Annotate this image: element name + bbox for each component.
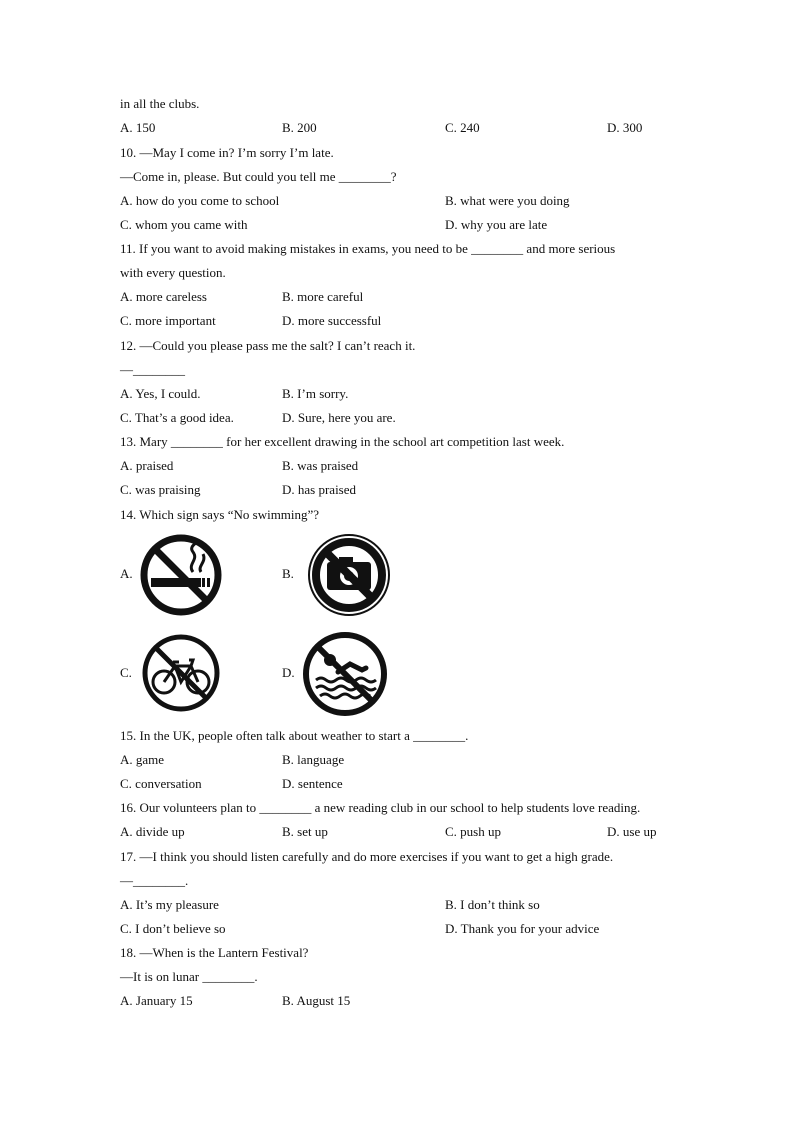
no-bicycle-icon [137, 630, 225, 716]
q17-option-c: C. I don’t believe so [120, 921, 226, 936]
q18-option-a: A. January 15 [120, 993, 193, 1008]
q14-option-d-label: D. [282, 665, 295, 680]
q13-option-b: B. was praised [282, 458, 359, 473]
q10-option-d: D. why you are late [445, 217, 548, 232]
q17-option-b: B. I don’t think so [445, 897, 540, 912]
question-17-reply: —________. [120, 873, 189, 888]
q18-option-b: B. August 15 [282, 993, 351, 1008]
q14-option-a-label: A. [120, 566, 133, 581]
q10-option-b: B. what were you doing [445, 193, 570, 208]
question-13-stem: 13. Mary ________ for her excellent drawing in the school art competition last week. [120, 434, 565, 449]
q9-option-d: D. 300 [607, 120, 643, 135]
q15-option-c: C. conversation [120, 776, 202, 791]
question-14-stem: 14. Which sign says “No swimming”? [120, 507, 320, 522]
question-15-stem: 15. In the UK, people often talk about weather to start a ________. [120, 728, 469, 743]
q16-option-c: C. push up [445, 824, 501, 839]
question-18-stem: 18. —When is the Lantern Festival? [120, 945, 309, 960]
question-11-stem: 11. If you want to avoid making mistakes in exams, you need to be ________ and more serious [120, 241, 616, 256]
question-18-reply: —It is on lunar ________. [120, 969, 258, 984]
q14-option-c-label: C. [120, 665, 132, 680]
q12-option-d: D. Sure, here you are. [282, 410, 396, 425]
q12-option-b: B. I’m sorry. [282, 386, 349, 401]
q13-option-a: A. praised [120, 458, 174, 473]
q9-option-a: A. 150 [120, 120, 156, 135]
q15-option-a: A. game [120, 752, 165, 767]
q17-option-a: A. It’s my pleasure [120, 897, 219, 912]
q16-option-b: B. set up [282, 824, 328, 839]
q16-option-d: D. use up [607, 824, 657, 839]
no-smoking-icon [137, 532, 225, 618]
question-12-reply: —________ [120, 362, 185, 377]
q11-option-a: A. more careless [120, 289, 207, 304]
q13-option-d: D. has praised [282, 482, 357, 497]
question-9-stem-end: in all the clubs. [120, 96, 200, 111]
q10-option-c: C. whom you came with [120, 217, 248, 232]
q12-option-a: A. Yes, I could. [120, 386, 201, 401]
q17-option-d: D. Thank you for your advice [445, 921, 600, 936]
no-camera-icon [305, 532, 393, 618]
q12-option-c: C. That’s a good idea. [120, 410, 234, 425]
q11-option-d: D. more successful [282, 313, 382, 328]
question-11-stem-cont: with every question. [120, 265, 226, 280]
question-10-stem-reply: —Come in, please. But could you tell me ________? [120, 169, 397, 184]
q11-option-b: B. more careful [282, 289, 364, 304]
question-16-stem: 16. Our volunteers plan to ________ a new reading club in our school to help students love reading. [120, 800, 641, 815]
q11-option-c: C. more important [120, 313, 216, 328]
q13-option-c: C. was praising [120, 482, 201, 497]
q14-option-b-label: B. [282, 566, 294, 581]
q10-option-a: A. how do you come to school [120, 193, 280, 208]
q16-option-a: A. divide up [120, 824, 185, 839]
q15-option-b: B. language [282, 752, 345, 767]
q9-option-c: C. 240 [445, 120, 480, 135]
question-12-stem: 12. —Could you please pass me the salt? I can’t reach it. [120, 338, 416, 353]
question-10-stem: 10. —May I come in? I’m sorry I’m late. [120, 145, 334, 160]
no-swimming-icon [300, 630, 390, 718]
q15-option-d: D. sentence [282, 776, 343, 791]
question-17-stem: 17. —I think you should listen carefully and do more exercises if you want to get a high grade. [120, 849, 614, 864]
q9-option-b: B. 200 [282, 120, 317, 135]
